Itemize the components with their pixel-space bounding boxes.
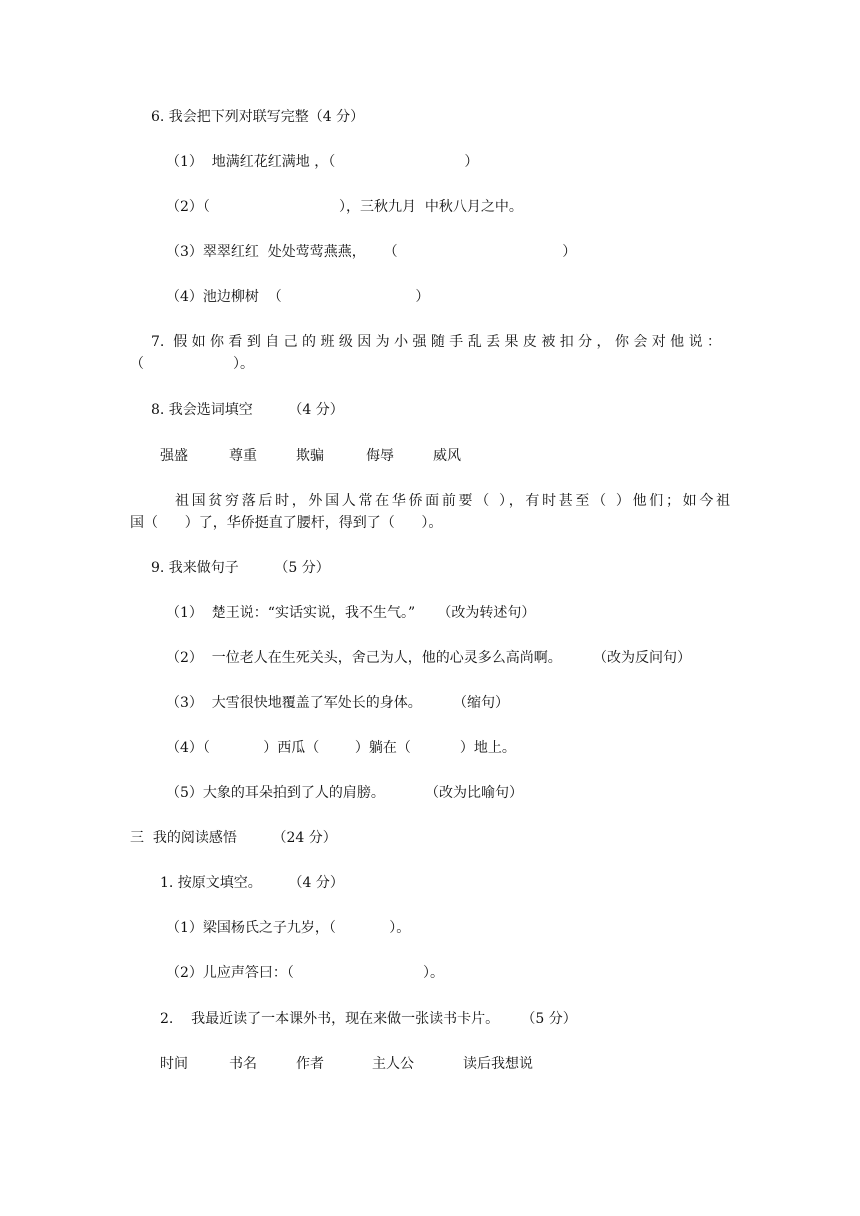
question-9-item-2: （2） 一位老人在生死关头，舍己为人，他的心灵多么高尚啊。 （改为反问句） <box>166 650 691 666</box>
question-7-line-1: 7. 假如你看到自己的班级因为小强随手乱丢果皮被扣分，你会对他说： <box>151 334 721 350</box>
word-bank-word-2: 尊重 <box>229 448 257 464</box>
word-bank-word-4: 侮辱 <box>366 448 394 464</box>
question-8-passage-line-1: 祖国贫穷落后时，外国人常在华侨面前要（ ），有时甚至（ ）他们；如今祖 <box>175 493 730 509</box>
question-6-item-1: （1） 地满红花红满地 ，（ ） <box>166 154 479 170</box>
section-3-title: 三 我的阅读感悟 （24 分） <box>130 830 337 846</box>
reading-card-column-thoughts: 读后我想说 <box>463 1056 533 1072</box>
reading-card-column-time: 时间 <box>160 1056 188 1072</box>
word-bank-word-5: 威风 <box>433 448 461 464</box>
question-9-title: 9. 我来做句子 （5 分） <box>151 560 330 576</box>
reading-card-column-protagonist: 主人公 <box>372 1056 414 1072</box>
reading-1-title: 1. 按原文填空。 （4 分） <box>160 875 344 891</box>
word-bank-word-3: 欺骗 <box>296 448 324 464</box>
question-9-item-3: （3） 大雪很快地覆盖了军处长的身体。 （缩句） <box>166 695 509 711</box>
question-6-item-2: （2）（ ），三秋九月 中秋八月之中。 <box>166 199 523 215</box>
reading-1-item-1: （1）梁国杨氏之子九岁，（ ）。 <box>166 920 411 936</box>
reading-card-column-author: 作者 <box>296 1056 324 1072</box>
question-8-title: 8. 我会选词填空 （4 分） <box>151 402 344 418</box>
reading-2-title: 2. 我最近读了一本课外书，现在来做一张读书卡片。 （5 分） <box>160 1011 577 1027</box>
question-6-title: 6. 我会把下列对联写完整（4 分） <box>151 109 365 125</box>
reading-1-item-2: （2）儿应声答曰：（ ）。 <box>166 965 444 981</box>
question-9-item-5: （5）大象的耳朵拍到了人的肩膀。 （改为比喻句） <box>166 785 523 801</box>
question-6-item-4: （4）池边柳树 （ ） <box>166 289 430 305</box>
question-6-item-3: （3）翠翠红红 处处莺莺燕燕， （ ） <box>166 244 577 260</box>
question-7-line-2: （ ）。 <box>130 356 255 372</box>
reading-card-column-title: 书名 <box>229 1056 257 1072</box>
word-bank-word-1: 强盛 <box>160 448 188 464</box>
question-9-item-4: （4）（ ）西瓜（ ）躺在（ ）地上。 <box>166 740 516 756</box>
question-8-passage-line-2: 国（ ）了，华侨挺直了腰杆，得到了（ ）。 <box>130 515 443 531</box>
question-9-item-1: （1） 楚王说：“实话实说，我不生气。” （改为转述句） <box>166 605 536 621</box>
